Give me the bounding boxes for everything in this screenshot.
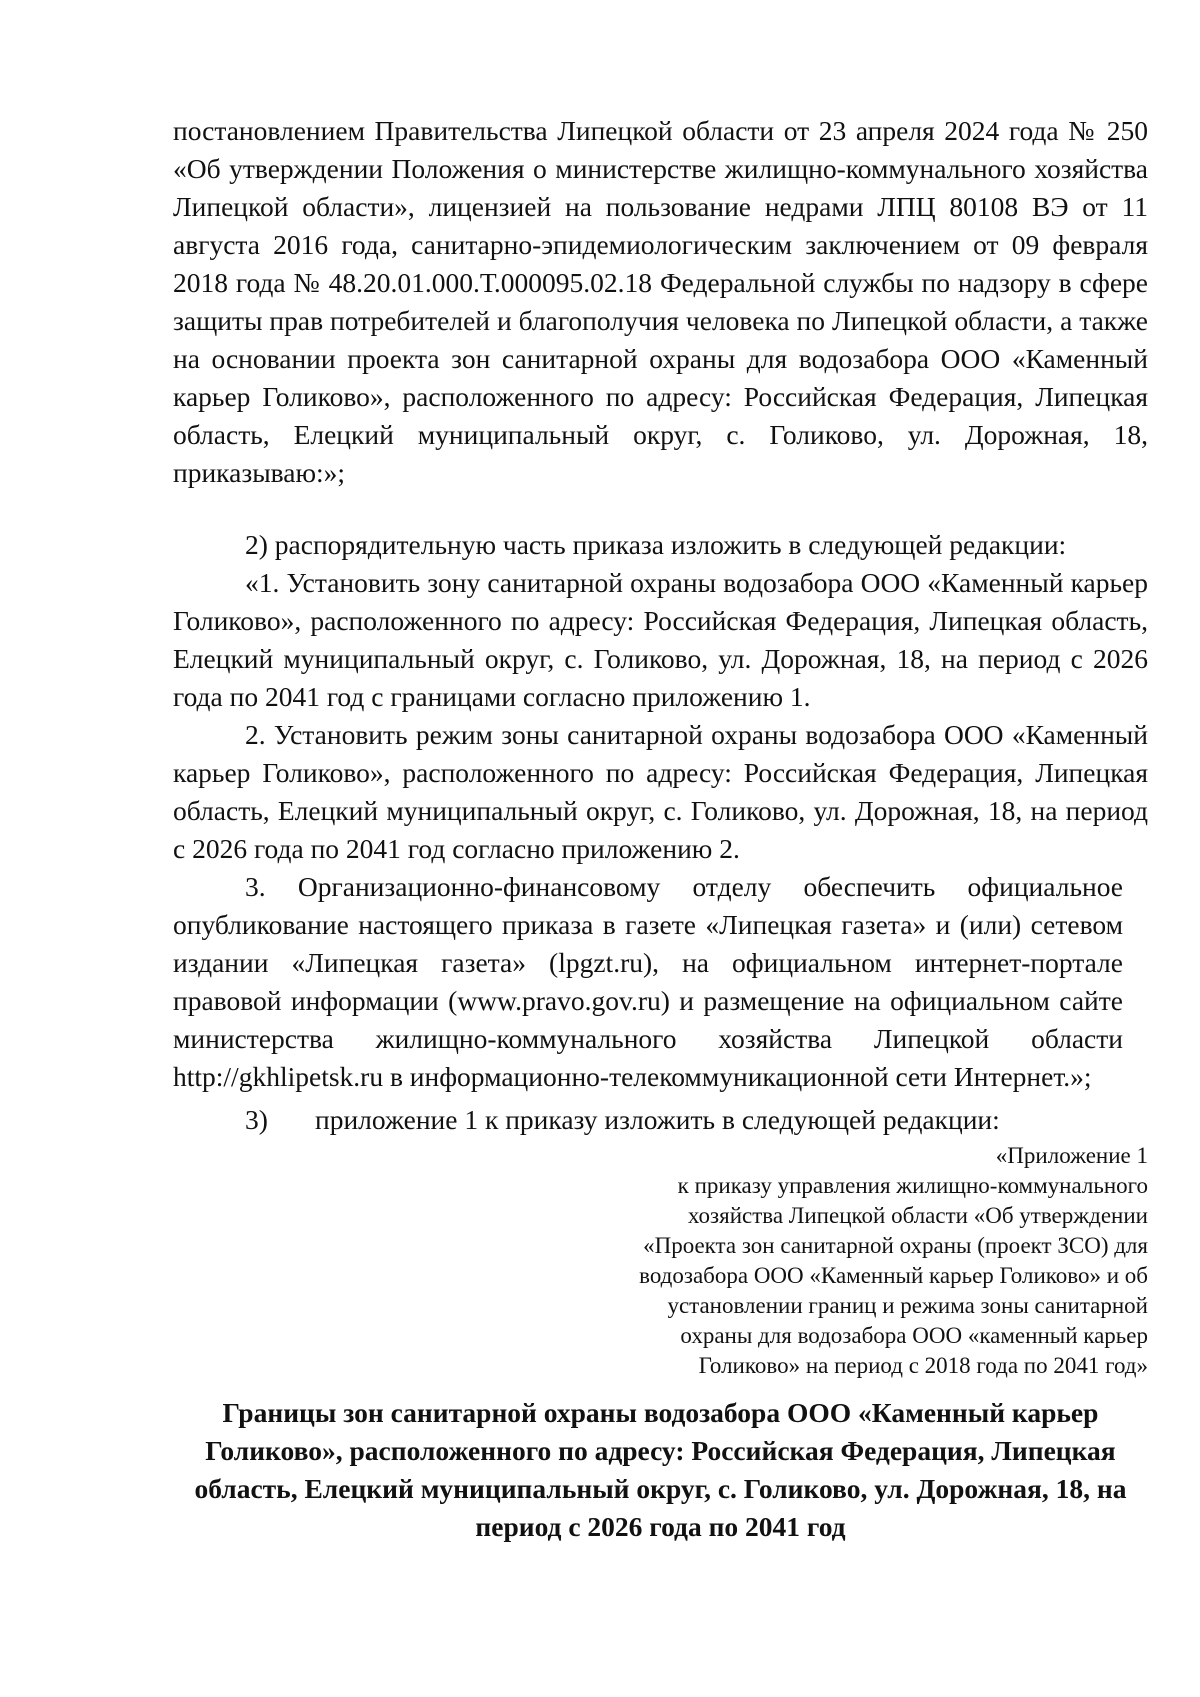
- section-title: Границы зон санитарной охраны водозабора ООО «Каменный карьер Голиково», расположенного по адресу: Российская Федерация, Липецкая область, Елецкий муниципальный округ, с. Голиково, ул. Дорожная, 18, на период с 2026 года по 2041 год: [194, 1397, 1127, 1542]
- appendix-line: водозабора ООО «Каменный карьер Голиково» и об: [639, 1263, 1148, 1288]
- intro-paragraph: постановлением Правительства Липецкой области от 23 апреля 2024 года № 250 «Об утверждении Положения о министерстве жилищно-коммунального хозяйства Липецкой области», лицензией на пользование недрами ЛПЦ 80108 ВЭ от 11 августа 2016 года, санитарно-эпидемиологическим заключением от 09 февраля 2018 года № 48.20.01.000.Т.000095.02.18 Федеральной службы по надзору в сфере защиты прав потребителей и благополучия человека по Липецкой области, а также на основании проекта зон санитарной охраны для водозабора ООО «Каменный карьер Голиково», расположенного по адресу: Российская Федерация, Липецкая область, Елецкий муниципальный округ, с. Голиково, ул. Дорожная, 18, приказываю:»;: [173, 115, 1148, 488]
- item-3-text: приложение 1 к приказу изложить в следующей редакции:: [315, 1104, 1000, 1135]
- appendix-header: [560, 1141, 1148, 1381]
- point-3-paragraph: 3. Организационно-финансовому отделу обеспечить официальное опубликование настоящего приказа в газете «Липецкая газета» и (или) сетевом издании «Липецкая газета» (lpgzt.ru), на официальном интернет-портале правовой информации (www.pravo.gov.ru) и размещение на официальном сайте министерства жилищно-коммунального хозяйства Липецкой области http://gkhlipetsk.ru в информационно-телекоммуникационной сети Интернет.»;: [173, 871, 1123, 1092]
- item-2-paragraph: 2) распорядительную часть приказа изложить в следующей редакции:: [245, 529, 1067, 560]
- appendix-line: хозяйства Липецкой области «Об утверждении: [687, 1203, 1148, 1228]
- item-3-number: 3): [245, 1104, 268, 1135]
- appendix-line: охраны для водозабора ООО «каменный карьер: [680, 1323, 1148, 1348]
- appendix-line: «Проекта зон санитарной охраны (проект ЗСО) для: [643, 1233, 1148, 1258]
- point-1-paragraph: «1. Установить зону санитарной охраны водозабора ООО «Каменный карьер Голиково», расположенного по адресу: Российская Федерация, Липецкая область, Елецкий муниципальный округ, с. Голиково, ул. Дорожная, 18, на период с 2026 года по 2041 год с границами согласно приложению 1.: [173, 567, 1148, 712]
- item-3-paragraph: [245, 1101, 1000, 1139]
- appendix-line: установлении границ и режима зоны санитарной: [667, 1293, 1148, 1318]
- point-2-paragraph: 2. Установить режим зоны санитарной охраны водозабора ООО «Каменный карьер Голиково», расположенного по адресу: Российская Федерация, Липецкая область, Елецкий муниципальный округ, с. Голиково, ул. Дорожная, 18, на период с 2026 года по 2041 год согласно приложению 2.: [173, 719, 1148, 864]
- appendix-line: «Приложение 1: [995, 1143, 1148, 1168]
- appendix-line: к приказу управления жилищно-коммунального: [677, 1173, 1148, 1198]
- appendix-line: Голиково» на период с 2018 года по 2041 год»: [698, 1353, 1148, 1378]
